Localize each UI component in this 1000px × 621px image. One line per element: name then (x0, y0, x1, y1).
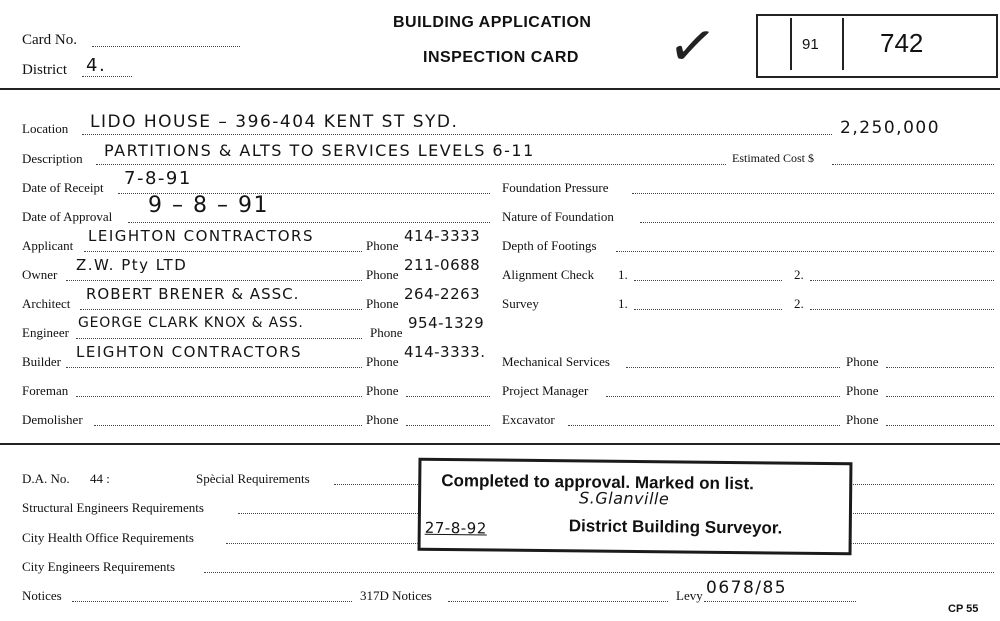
excavator-line (568, 425, 840, 426)
engineer-phone-label: Phone (370, 325, 403, 340)
survey-2-line (810, 309, 994, 310)
foreman-phone-label: Phone (366, 383, 399, 398)
location-label: Location (22, 121, 69, 136)
nature-foundation-label: Nature of Foundation (502, 209, 614, 224)
form-title-line1: BUILDING APPLICATION (393, 14, 592, 31)
engineer-label: Engineer (22, 325, 69, 340)
district-label: District (22, 62, 67, 78)
demolisher-phone-line (406, 425, 490, 426)
architect-label: Architect (22, 296, 71, 311)
date-approval-line (128, 222, 490, 223)
approval-stamp (418, 458, 853, 556)
survey-1-label: 1. (618, 296, 628, 311)
engineer-phone: 954-1329 (408, 314, 485, 332)
special-requirements-label: Spècial Requirements (196, 471, 310, 486)
district-line (82, 76, 132, 77)
stamp-completed-text: Completed to approval. Marked on list. (441, 470, 755, 494)
foundation-pressure-label: Foundation Pressure (502, 180, 609, 195)
mechanical-services-phone-line (886, 367, 994, 368)
project-manager-label: Project Manager (502, 383, 589, 398)
architect-phone-label: Phone (366, 296, 399, 311)
architect-line (80, 309, 362, 310)
builder-phone: 414-3333. (404, 343, 486, 361)
stamp-signature: S.Glanville (578, 488, 670, 509)
builder-label: Builder (22, 354, 61, 369)
health-requirements-label: City Health Office Requirements (22, 530, 194, 545)
estimated-cost-value: 2,250,000 (840, 118, 941, 138)
architect-phone: 264-2263 (404, 285, 481, 303)
city-engineers-label: City Engineers Requirements (22, 559, 176, 574)
levy-value: 0678/85 (706, 578, 788, 598)
date-approval-label: Date of Approval (22, 209, 113, 224)
notices-label: Notices (22, 588, 62, 603)
city-engineers-line (204, 572, 994, 573)
applicant-value: LEIGHTON CONTRACTORS (88, 227, 314, 245)
applicant-label: Applicant (22, 238, 74, 253)
mid-rule (0, 443, 1000, 445)
alignment-check-1-label: 1. (618, 267, 628, 282)
nature-foundation-line (640, 222, 994, 223)
stamp-surveyor-text: District Building Surveyor. (568, 516, 783, 538)
builder-phone-label: Phone (366, 354, 399, 369)
depth-footings-line (616, 251, 994, 252)
survey-2-label: 2. (794, 296, 804, 311)
owner-phone: 211-0688 (404, 256, 481, 274)
notices-line (72, 601, 352, 602)
owner-value: Z.W. Pty LTD (76, 256, 188, 274)
applicant-phone: 414-3333 (404, 227, 481, 245)
project-manager-phone-line (886, 396, 994, 397)
estimated-cost-label: Estimated Cost $ (732, 151, 814, 165)
alignment-check-label: Alignment Check (502, 267, 595, 282)
mechanical-services-phone-label: Phone (846, 354, 879, 369)
form-code: CP 55 (948, 603, 979, 615)
excavator-phone-line (886, 425, 994, 426)
excavator-phone-label: Phone (846, 412, 879, 427)
foreman-phone-line (406, 396, 490, 397)
owner-label: Owner (22, 267, 58, 282)
description-line (96, 164, 726, 165)
date-receipt-label: Date of Receipt (22, 180, 104, 195)
location-value: LIDO HOUSE – 396-404 KENT ST SYD. (90, 112, 459, 132)
description-label: Description (22, 151, 83, 166)
location-line (82, 134, 832, 135)
foreman-line (76, 396, 362, 397)
survey-1-line (634, 309, 782, 310)
project-manager-phone-label: Phone (846, 383, 879, 398)
date-receipt-value: 7-8-91 (124, 168, 192, 189)
owner-line (66, 280, 362, 281)
notices-317d-line (448, 601, 668, 602)
builder-value: LEIGHTON CONTRACTORS (76, 343, 302, 361)
builder-line (66, 367, 362, 368)
da-no-value: 44 : (90, 471, 110, 486)
applicant-phone-label: Phone (366, 238, 399, 253)
header-rule (0, 88, 1000, 90)
engineer-line (76, 338, 362, 339)
notices-317d-label: 317D Notices (360, 588, 432, 603)
demolisher-line (94, 425, 362, 426)
card-no-label: Card No. (22, 32, 77, 48)
demolisher-label: Demolisher (22, 412, 83, 427)
depth-footings-label: Depth of Footings (502, 238, 597, 253)
mechanical-services-line (626, 367, 840, 368)
engineer-value: GEORGE CLARK KNOX & ASS. (78, 315, 304, 331)
da-no-label: D.A. No. (22, 471, 70, 486)
excavator-label: Excavator (502, 412, 555, 427)
structural-requirements-label: Structural Engineers Requirements (22, 500, 204, 515)
alignment-check-2-line (810, 280, 994, 281)
foreman-label: Foreman (22, 383, 69, 398)
owner-phone-label: Phone (366, 267, 399, 282)
levy-label: Levy (676, 588, 703, 603)
levy-line (704, 601, 856, 602)
date-approval-value: 9 – 8 – 91 (148, 193, 269, 218)
alignment-check-2-label: 2. (794, 267, 804, 282)
alignment-check-1-line (634, 280, 782, 281)
foundation-pressure-line (632, 193, 994, 194)
district-value: 4. (86, 55, 107, 76)
card-no-line (92, 46, 240, 47)
survey-label: Survey (502, 296, 539, 311)
stamp-date: 27-8-92 (424, 518, 487, 538)
applicant-line (84, 251, 362, 252)
project-manager-line (606, 396, 840, 397)
card-number-prefix: 91 (802, 36, 819, 53)
check-mark-icon: ✓ (663, 8, 722, 84)
architect-value: ROBERT BRENER & ASSC. (86, 285, 300, 303)
form-title-line2: INSPECTION CARD (423, 49, 579, 66)
estimated-cost-line (832, 164, 994, 165)
demolisher-phone-label: Phone (366, 412, 399, 427)
card-number: 742 (880, 28, 924, 58)
description-value: PARTITIONS & ALTS TO SERVICES LEVELS 6-11 (104, 141, 535, 160)
mechanical-services-label: Mechanical Services (502, 354, 610, 369)
